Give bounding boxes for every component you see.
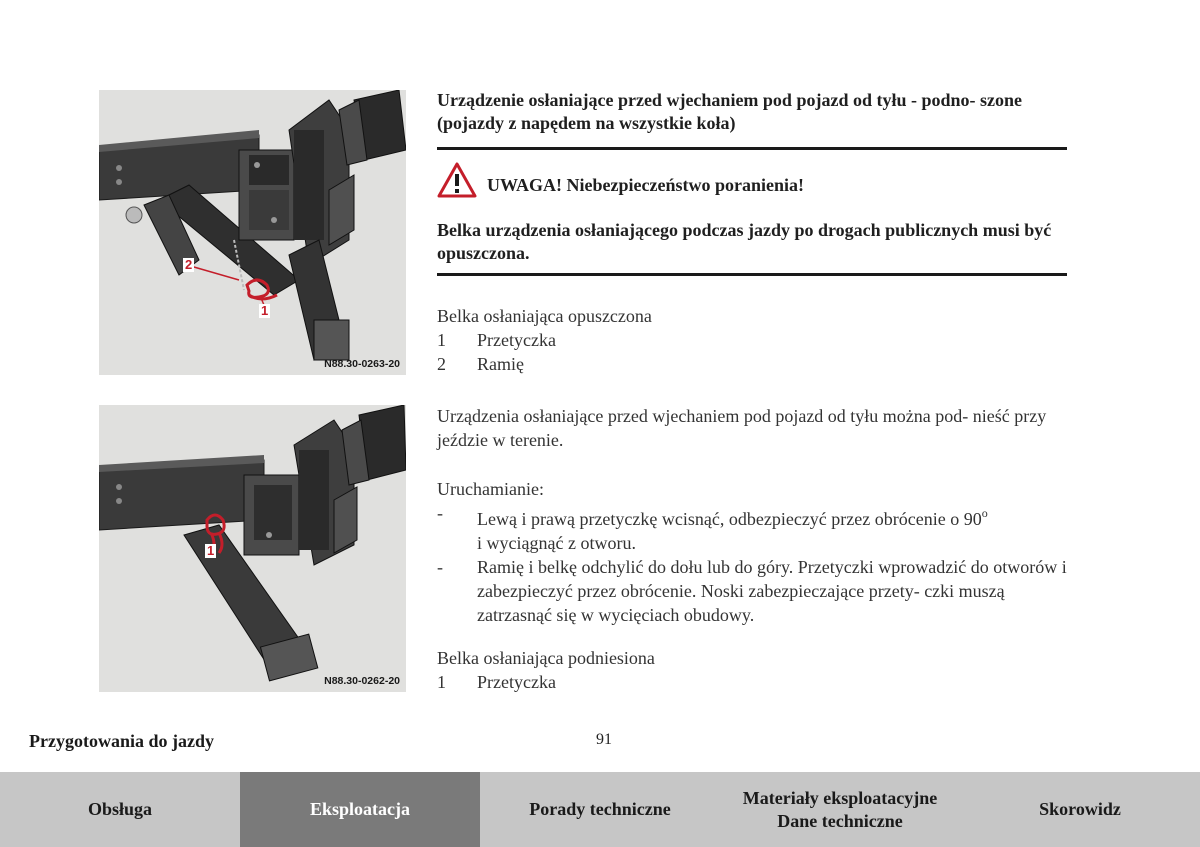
chapter-title: Przygotowania do jazdy	[29, 731, 214, 751]
legend-item	[437, 328, 1067, 352]
nav-tab-skorowidz[interactable]	[960, 772, 1200, 847]
nav-tab-label: Porady techniczne	[529, 799, 671, 819]
figure-raised-guard	[99, 405, 406, 692]
figure-callout-1: 1	[207, 543, 215, 558]
step-text-main: Lewą i prawą przetyczkę wcisnąć, odbezpieczyć przez obrócenie o 90	[477, 509, 982, 529]
operation-heading: Uruchamianie:	[437, 479, 544, 499]
figure-lowered-guard	[99, 90, 406, 375]
nav-tab-obsluga[interactable]	[0, 772, 240, 847]
operation-section	[437, 477, 1067, 627]
legend-item	[437, 352, 1067, 376]
warning-triangle-icon	[437, 162, 477, 198]
warning-body: Belka urządzenia osłaniającego podczas jazdy po drogach publicznych musi być opuszczona.	[437, 220, 1052, 263]
legend-label: Przetyczka	[477, 672, 556, 692]
step-text-continued: i wyciągnąć z otworu.	[477, 533, 636, 553]
warning-bottom-rule	[437, 273, 1067, 276]
legend-item	[437, 670, 1067, 694]
nav-tab-label: Skorowidz	[1039, 799, 1121, 819]
figure-code: N88.30-0262-20	[324, 675, 400, 687]
bottom-nav	[0, 772, 1200, 847]
figure-callout-2: 2	[185, 257, 193, 272]
section-title: Urządzenie osłaniające przed wjechaniem pod pojazd od tyłu - podno- szone (pojazdy z napędem na wszystkie koła)	[437, 90, 1022, 133]
nav-tab-porady-techniczne[interactable]	[480, 772, 720, 847]
operation-step	[437, 555, 1067, 627]
figure-lowered-illustration	[99, 90, 406, 375]
legend-number: 1	[437, 330, 446, 350]
operation-step	[437, 501, 1067, 555]
degree-superscript: o	[981, 506, 988, 520]
step-marker: -	[437, 557, 443, 577]
step-text: Ramię i belkę odchylić do dołu lub do góry. Przetyczki wprowadzić do otworów i zabezpieczyć przez obrócenie. Noski zabezpieczające przety- czki muszą zatrzasnąć się w wycięciach obudowy.	[477, 557, 1067, 625]
figure2-legend	[437, 646, 1067, 694]
nav-tab-label: Eksploatacja	[309, 799, 410, 819]
figure-callout-1: 1	[261, 303, 269, 318]
step-text	[477, 501, 1067, 555]
nav-tab-label: Obsługa	[87, 799, 153, 819]
legend-label: Przetyczka	[477, 330, 556, 350]
warning-heading: UWAGA! Niebezpieczeństwo poranienia!	[487, 175, 804, 195]
legend-caption: Belka osłaniająca podniesiona	[437, 648, 655, 668]
nav-tab-materialy-dane[interactable]	[720, 772, 960, 847]
nav-tab-eksploatacja[interactable]	[240, 772, 480, 847]
legend-caption: Belka osłaniająca opuszczona	[437, 306, 652, 326]
step-marker: -	[437, 503, 443, 523]
page-number: 91	[596, 731, 612, 748]
nav-tab-label-line2: Dane techniczne	[777, 810, 903, 831]
warning-top-rule	[437, 147, 1067, 150]
figure1-legend	[437, 304, 1067, 376]
figure-raised-illustration	[99, 405, 406, 692]
nav-tab-label-line1: Materiały eksploatacyjne	[742, 787, 938, 808]
figure-code: N88.30-0263-20	[324, 358, 400, 370]
intro-paragraph: Urządzenia osłaniające przed wjechaniem pod pojazd od tyłu można pod- nieść przy jeździe w terenie.	[437, 406, 1047, 450]
legend-label: Ramię	[477, 354, 524, 374]
warning-box	[437, 162, 1067, 206]
legend-number: 1	[437, 672, 446, 692]
legend-number: 2	[437, 354, 446, 374]
